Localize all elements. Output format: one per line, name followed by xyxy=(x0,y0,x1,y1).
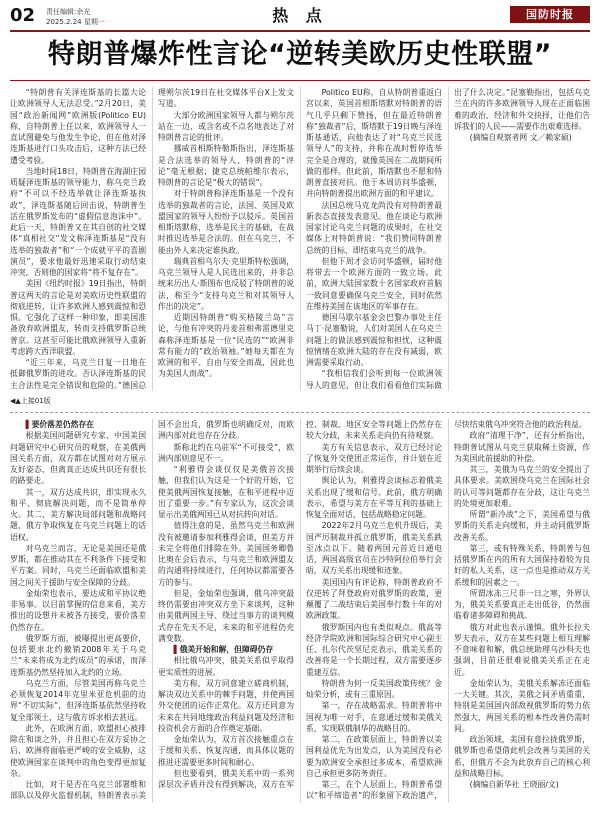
article-paragraph: 美国《纽约时报》19日指出，特朗普这两天的言论是对美欧历史性联盟的彻底逆转，让许多欧洲人感到震惊和恐惧。它强化了这样一种印象，即美国准备放弃欧洲盟友，转而支持俄罗斯总统普京。这甚至可能比俄欧洲领导人重新考虑跨大西洋联盟。 xyxy=(10,279,146,356)
article-paragraph: 第三，在个人层面上，特朗普希望以“和平缔造者”的形象留下政治遗产，尽快结束俄乌冲突符合他的政治利益。 xyxy=(306,420,587,801)
article-paragraph: 挪威首相斯特勒斯指出，泽连斯基是合法选举的领导人，特朗普的“评论”毫无根据；捷克总统帕维尔表示，特朗普的言论是“极大的错误”。 xyxy=(158,144,294,187)
subheading-bar-icon: ▌ xyxy=(25,420,32,429)
continued-article xyxy=(10,419,590,803)
subheading-text: 俄美开始和解，但障碍仍存 xyxy=(179,645,274,654)
editor-credit: 责任编辑:余光 xyxy=(46,8,91,16)
article-paragraph: 金灿荣认为，双方首次接触重点在于缓和关系、恢复沟通，而具体议题的推进还需要更多时间和耐心。 xyxy=(158,735,294,767)
article-paragraph: 特朗普为何一反美国政策传统？金灿荣分析，或有三重原因。 xyxy=(306,678,442,699)
subheading-text: 要价落差仍然存在 xyxy=(31,420,94,429)
article-paragraph: 俄罗斯方面，被曝提出更高要价，包括要求北约撤销2008年关于乌克兰“未来将成为北约成员”的承诺，而泽连斯基仍然坚持加入北约的立场。 xyxy=(10,633,146,677)
article-paragraph: 美国国内有评论称，特朗普政府不仅逆转了拜登政府对俄罗斯的政策，更颠覆了二战结束后美国奉行数十年的对欧洲政策。 xyxy=(306,577,442,621)
article-paragraph: 相比俄乌冲突，俄美关系似乎取得更实质性的进展。 xyxy=(158,656,294,677)
article-paragraph: 美方称，双方同意建立磋商机制，解决双边关系中的棘手问题，并使两国外交使团的运作正常化。双方还同意为未来在共同地缘政治利益问题及经济和投资机会方面的合作奠定基础。 xyxy=(158,678,294,733)
jump-line xyxy=(10,394,590,408)
article-paragraph: 美方有关信息表示，双方已经讨论了恢复外交使团正常运作，并计划在近期举行后续会谈。 xyxy=(306,442,442,474)
article-paragraph: 当地时间18日，特朗普在海湖庄园质疑泽连斯基的领导能力，称乌克兰政府“不可以不经选举就让泽连斯基执政”，泽连斯基随后回击说，特朗普生活在俄罗斯发布的“虚假信息泡沫中”。此后一天，特朗普又在其自创的社交媒体“真相社交”发文称泽连斯基是“没有选举的独裁者”和“一个成就平平的喜剧演员”，要求他最好迅速采取行动结束冲突，否则他的国家将“将不复存在”。 xyxy=(10,166,146,277)
article-paragraph: 对乌克兰而言，无论是美国还是俄罗斯，都在推动其在不利条件下接受和平方案。同时，乌克兰还面临欧盟和美国之间关于援助与安全保障的分歧。 xyxy=(10,543,146,587)
article-paragraph: 第一，存在战略需求。特朗普将中国视为唯一对手，在意通过缓和美俄关系，实现联俄制华的战略目的。 xyxy=(306,701,442,733)
article-divider xyxy=(10,412,590,413)
article-paragraph: 政治领域，美国有意拉拢俄罗斯，俄罗斯也希望借此机会改善与美国的关系，但俄方不会为此放弃自己的核心利益和战略目标。 xyxy=(454,735,590,778)
section-title: 热 点 xyxy=(272,6,328,25)
article-paragraph: 但是，金灿荣也强调，俄乌冲突最终仍需要由冲突双方坐下来谈判，这种由美俄两国主导、绕过当事方的谈判模式存在先天不足，未来的和平进程仍充满变数。 xyxy=(158,588,294,643)
article-paragraph: 斯称北约在乌驻军“不可接受”，欧洲内部则意见不一。 xyxy=(158,442,294,463)
continued-from-label: ◀▲上接01版 xyxy=(10,397,51,405)
section-subheading xyxy=(10,419,146,430)
article-credit: (摘编自观察者网 文／赖家硕) xyxy=(469,133,572,142)
article-paragraph: 乌克兰方面，尽管美国再称乌克兰必须恢复2014年克里米亚危机前的边界“不切实际”，但泽连斯基依然坚持收复全部领土，这与俄方诉求相去甚远。 xyxy=(10,678,146,722)
newspaper-logo: 国防时报 xyxy=(510,6,590,23)
article-paragraph: 所谓“新冷战”之下，美国希望与俄罗斯的关系走向缓和，并主动同俄罗斯改善关系。 xyxy=(454,510,590,542)
article-paragraph: 其三，美俄为乌克兰的安全提出了具体要求。美欧围绕乌克兰在国际社会的认可等问题都存在分歧，这让乌克兰的处境更加艰难。 xyxy=(454,465,590,508)
subheading-bar-icon: ▌ xyxy=(173,645,180,654)
article-paragraph: “特朗普有关泽连斯基的长篇大论让欧洲领导人无法忍受。”2月20日，美国“政治新闻网”欧洲版(Politico EU)称，自特朗普上任以来，欧洲领导人一直试图避免与他发生争论，但在他对泽连斯基进行口头攻击后，这种方法已经遭受考验。 xyxy=(10,88,146,165)
article-paragraph: “利雅得会谈仅仅是美俄首次接触，但我们认为这是一个好的开始，它使美俄两国恢复接触，在和平进程中迈出了重要一步。”有专家认为，这次会谈显示出美俄两国已从对抗转向对话。 xyxy=(158,465,294,519)
article-paragraph: 但他下周才会访问华盛顿，届时他将带去一个欧洲方面的一致立场。此前，欧洲大陆国家数十名国家政府首脑一致同意要确保乌克兰安全，同时依然在维持美国在该地区的军事存在。 xyxy=(306,256,442,311)
article-paragraph: “近三年来，乌克兰日复一日地在抵御俄罗斯的进攻。否认泽连斯基的民主合法性是完全错误和危险的。”德国总理朔尔茨19日在社交媒体平台X上发文写道。 xyxy=(10,88,294,390)
masthead xyxy=(10,6,590,30)
article-paragraph: 但也要看到，俄美关系中的一系列深层次矛盾并没有得到解决，双方在军控、制裁、地区安全等问题上仍然存在较大分歧，未来关系走向仍有待观察。 xyxy=(158,420,442,789)
article-paragraph: 德国马歇尔基金会巴黎办事处主任马丁·昆塞勒说，人们对美国人在乌克兰问题上的做法感到震惊和担忧，这种震惊情绪在欧洲大陆的存在没有减弱，欧洲需要采取行动。 xyxy=(306,313,442,367)
article-paragraph: 第二，在政策层面上，特朗普以美国利益优先为出发点，认为美国没有必要为欧洲安全承担过多成本，希望欧洲自己承担更多防务责任。 xyxy=(306,735,442,778)
article-paragraph: 此外，在欧洲方面，欧盟担心被排除在和谈之外，并且担心在双方妥协之后，欧洲将面临更严峻的安全威胁，这使欧洲国家在谈判中的角色变得更加复杂。 xyxy=(10,723,146,778)
article-paragraph: 2022年2月乌克兰危机升级后，美国严厉制裁并孤立俄罗斯，俄美关系跌至冰点以下。随着两国元首近日通电话，两国高级官员在沙特阿拉伯举行会晤，双方关系出现缓和迹象。 xyxy=(306,521,442,576)
page-number: 02 xyxy=(10,5,36,26)
article-paragraph: 第三，或有特殊关系，特朗普与包括俄罗斯在内的所有大国保持着较为良好的私人关系，这一点也是推动双方关系缓和的因素之一。 xyxy=(454,543,590,587)
article-paragraph: 值得注意的是，虽然乌克兰和欧洲没有被邀请参加利雅得会谈，但美方并未完全将他们排除在外。美国国务卿鲁比奥在会后表示，与乌克兰和欧洲盟友的沟通将持续进行，任何协议都需要各方的参与。 xyxy=(158,521,294,587)
main-headline: 特朗普爆炸性言论“逆转美欧历史性联盟” xyxy=(48,39,552,70)
article-paragraph: 瑞典首相乌尔夫·克里斯特松强调，乌克兰领导人是人民选出来的，并非总统来历出人·斯图布也反驳了特朗普的说法，称至今“支持乌克兰和对其领导人作出的决定”。 xyxy=(158,256,294,311)
article-paragraph: 比如，对于是否在乌克兰部署维和部队以及停火监督机制，特朗普表示美国不会出兵，俄罗斯也明确反对，而欧洲内部对此也存在分歧。 xyxy=(10,420,294,801)
article-paragraph: 根据美国问题研究专家、中国美国问题研究中心研究员的观察，在美俄两国关系方面，双方都在试图对对方展示友好姿态，但离真正达成共识还有很长的路要走。 xyxy=(10,431,146,486)
article-paragraph: 对于特朗普称泽连斯基是一个没有选举的独裁者的言论，法国、英国及欧盟国家的领导人纷纷予以驳斥。英国首相斯塔默称，选举是民主的基础，在战时推迟选举是合法的。但在乌克兰，不能由外人来决定谁执政。 xyxy=(158,189,294,255)
article-paragraph: 近期因特朗普“购买格陵兰岛”言论，与他有冲突的丹麦首相弗雷德里克森称泽连斯基是一位“民选的”“欧洲非常有能力的”政治领袖。”她每天都在为欧洲的和平、自由与安全而战，因此也为美国人而战”。 xyxy=(158,313,294,379)
article-paragraph: 法国总统马克龙尚没有对特朗普最新表态直接发表意见。他在谈论与欧洲国家讨论乌克兰问题的成果时，在社交媒体上对特朗普说：“我们赞同特朗普总统的目标，即结束乌克兰的战争。 xyxy=(306,200,442,255)
article-paragraph: 大部分欧洲国家领导人都与朔尔茨站在一边，或含名或不点名地表达了对特朗普言论的批评。 xyxy=(158,110,294,142)
article-paragraph: “我相信我们会听到每一位欧洲领导人的意见，但让我们看看他们实际做出了什么决定。”昆塞勒指出，包括乌克兰在内的许多欧洲领导人现在正面临困难的政治、经济和外交抉择，让他们告诉我们的人民——需要作出艰难选择。 xyxy=(306,88,590,390)
article-paragraph: (摘编自新华社 王晓丽/文) xyxy=(469,780,559,789)
article-paragraph: 金灿荣认为，美俄关系解冻还面临一大关键。其次，美俄之间矛盾重重，特别是美国国内部敌视俄罗斯的势力依然强大，两国关系的根本性改善仍需时间。 xyxy=(454,678,590,733)
article-paragraph: 舆论认为，利雅得会谈标志着俄美关系出现了缓和信号。此前，俄方明确表示，希望与美方在平等互利的基础上恢复全面对话，包括战略稳定问题。 xyxy=(306,476,442,519)
article-paragraph: 所谓冰冻三尺非一日之寒，外界认为，俄美关系要真正走出低谷，仍然面临着诸多障碍和挑战。 xyxy=(454,588,590,621)
main-article xyxy=(10,87,590,391)
article-paragraph: Politico EU称，自从特朗普重返白宫以来，英国首相斯塔默对特朗普的语气几乎只剩下赞扬，但在最近特朗普称“独裁者”后，斯塔默于19日晚与泽连斯基通话，向他表达了对“乌克兰民选领导人”的支持，并称在战时暂停选举完全是合理的，就像英国在二战期间所做的那样。但此前，斯塔默也不愿和特朗普直接对抗。他于本周访问华盛顿，并向特朗普提出欧洲方面的和平建议。 xyxy=(306,88,442,199)
section-subheading xyxy=(158,644,294,655)
issue-date: 2025.2.24 星期一 xyxy=(46,18,105,26)
article-paragraph: 其一，双方达成共识，即实现永久和平、彻底解决问题，而不是简单停火。其二，美方解决局部问题和战略问题，俄方争取恢复在乌克兰问题上的话语权。 xyxy=(10,487,146,542)
headline-rule xyxy=(10,80,590,81)
article-paragraph: 俄罗斯国内也有类似观点。俄高等经济学院欧洲和国际综合研究中心副主任、扎尔代茨坚尼克表示，俄美关系的改善将是一个长期过程，双方需要逐步重建互信。 xyxy=(306,622,442,677)
article-paragraph: 金灿荣也表示，要达成和平协议绝非易事。以目前掌握的信息来看，美方推出的设想并未被各方接受，要价落差仍然存在。 xyxy=(10,588,146,632)
article-paragraph: 政府“清理干净”，还有分析指出，特朗普试图从乌克兰获取稀土资源，作为美国此前援助的补偿。 xyxy=(454,431,590,463)
article-paragraph: 俄方对此也表示谨慎。俄外长拉夫罗夫表示，双方在某些问题上相互理解不意味着和解，俄总统助理乌沙科夫也强调，目前还很难说俄美关系正在走近。 xyxy=(454,622,590,677)
